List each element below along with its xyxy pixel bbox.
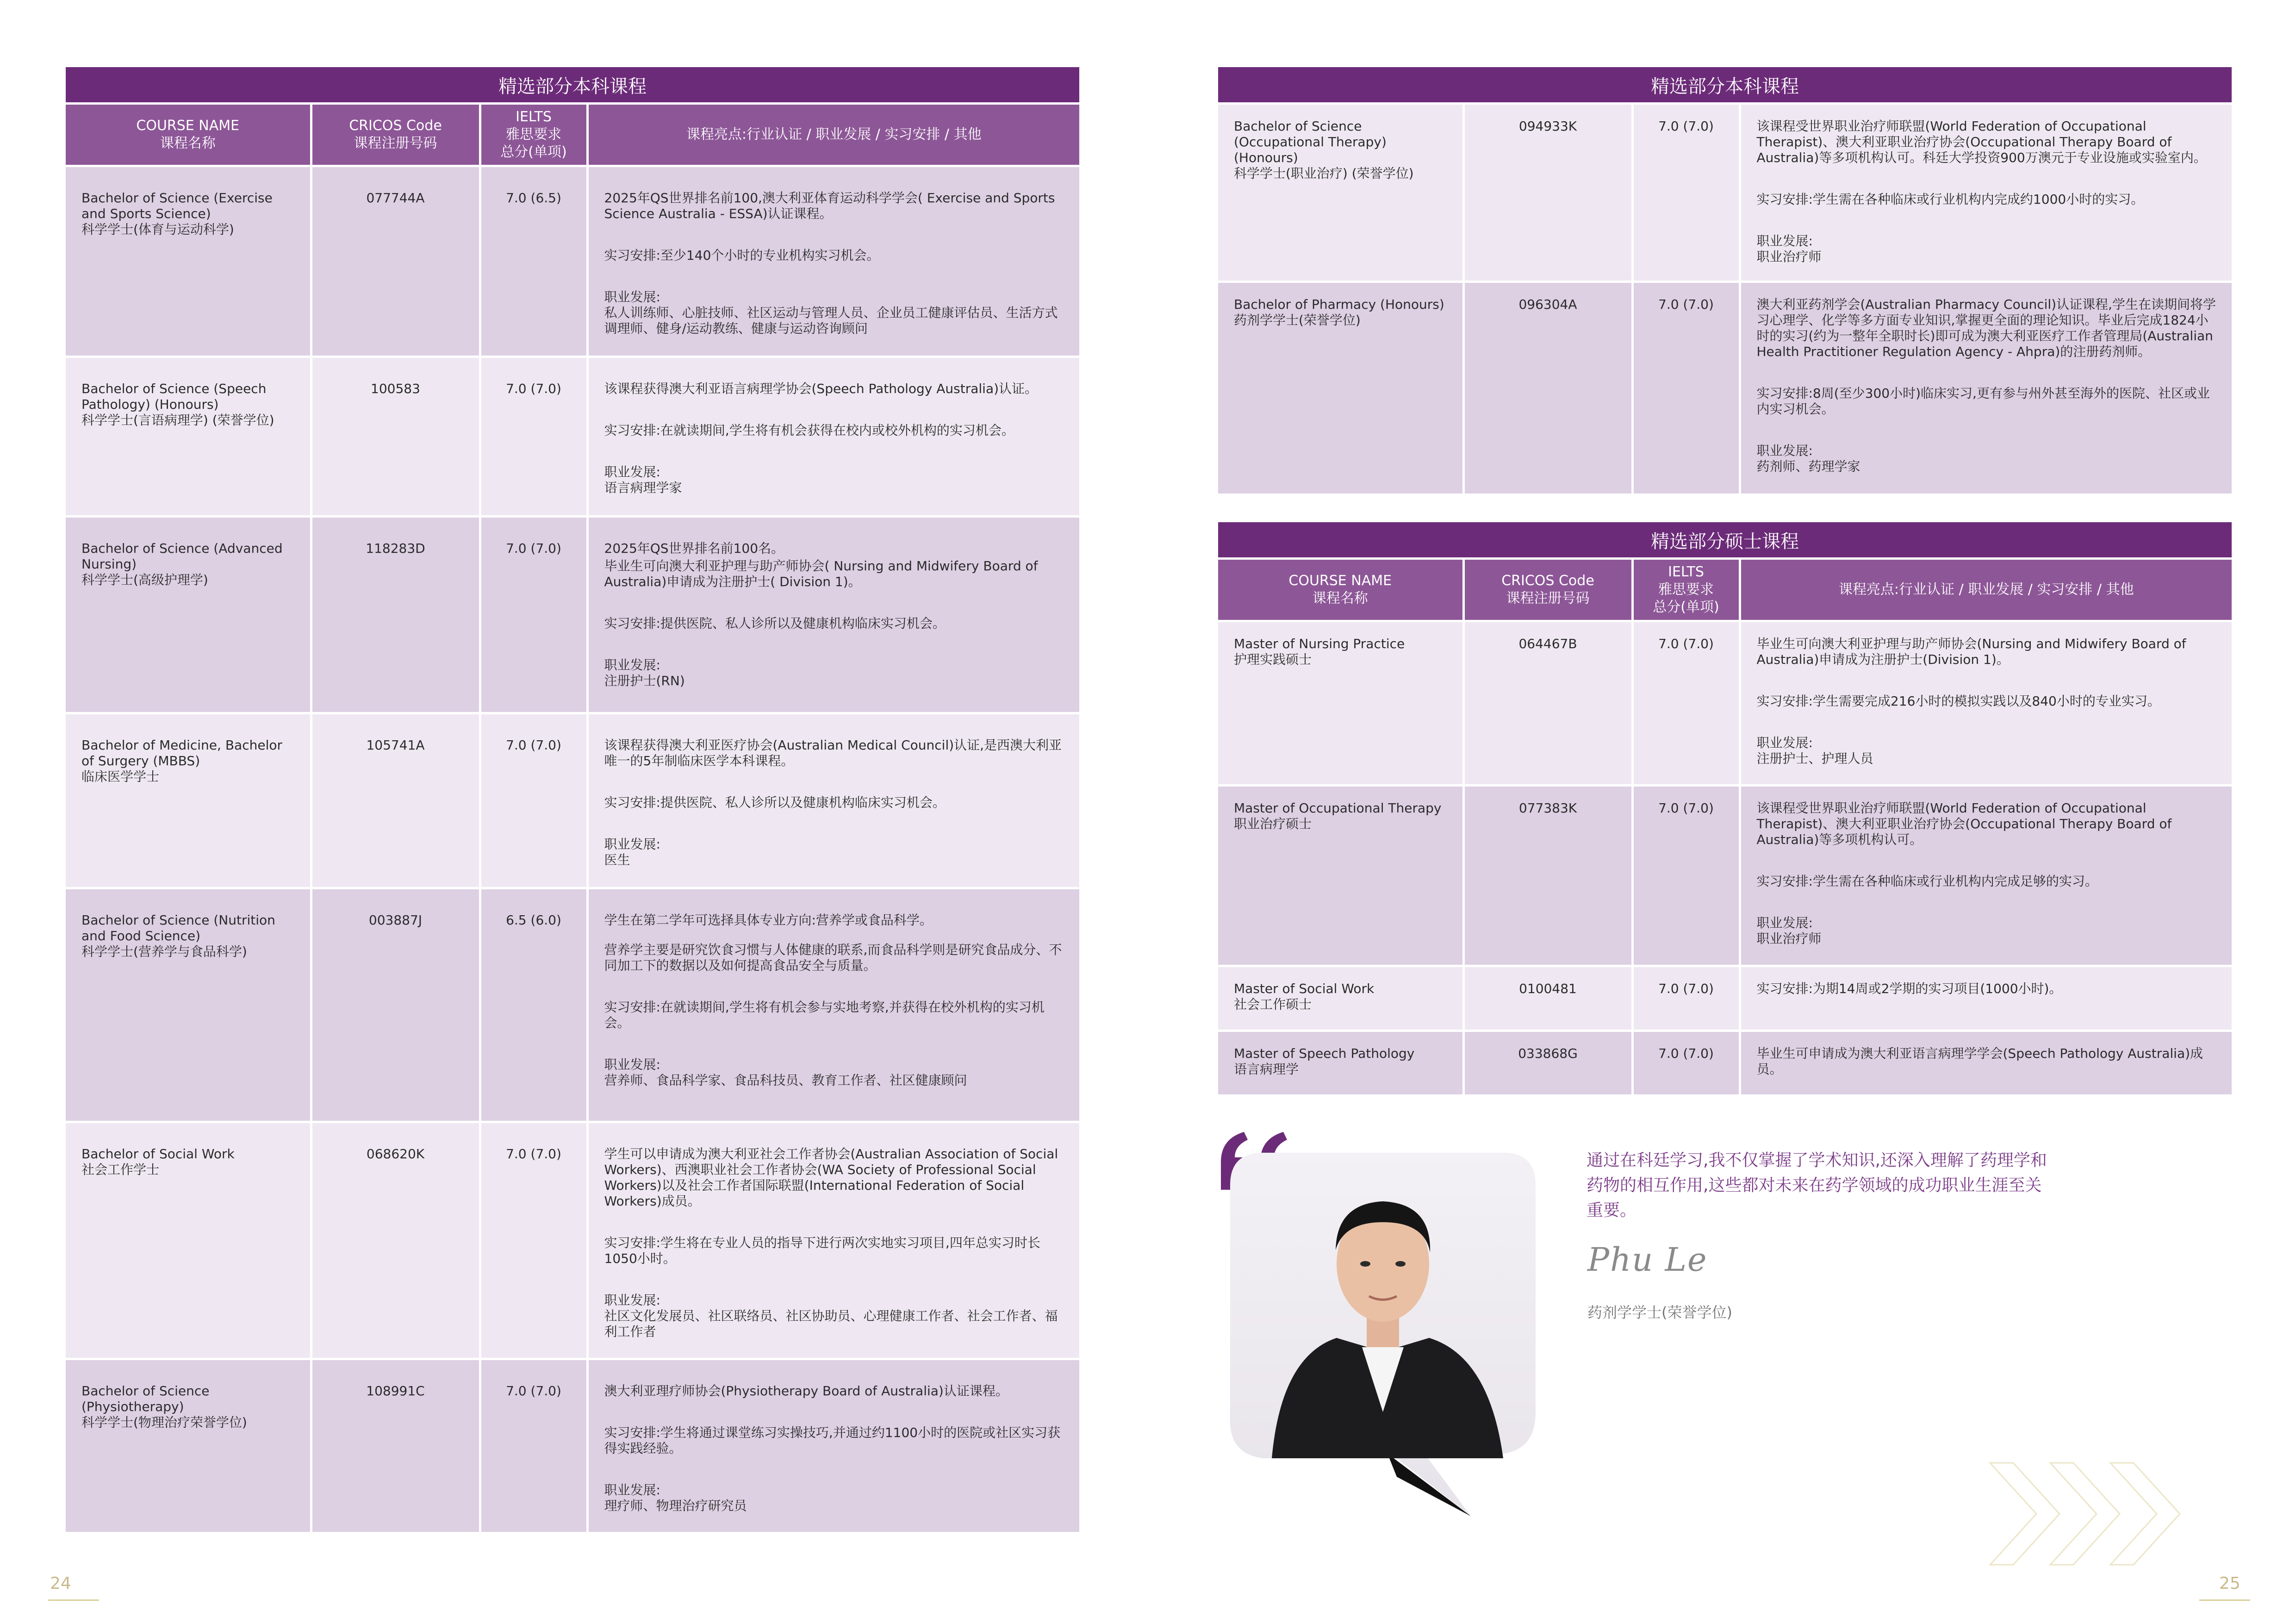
course-name-en: Bachelor of Science (Exercise and Sports Science) <box>81 190 273 221</box>
page-number-left: 24 <box>50 1574 71 1593</box>
course-name-cn: 临床医学学士 <box>81 769 160 784</box>
chevron-decoration-icon <box>1985 1458 2198 1571</box>
career-label: 职业发展: <box>604 289 660 305</box>
internship-text: 实习安排:提供医院、私人诊所以及健康机构临床实习机会。 <box>604 795 946 810</box>
undergrad-courses-table-left <box>66 67 1079 1534</box>
table-row <box>1218 104 2232 282</box>
ielts-score: 7.0 (7.0) <box>1632 282 1740 495</box>
highlight-text: 该课程获得澳大利亚语言病理学协会(Speech Pathology Australia)认证。 <box>604 381 1038 396</box>
course-name-en: Master of Social Work <box>1234 981 1375 996</box>
course-name-cn: 科学学士(物理治疗荣誉学位) <box>81 1415 247 1430</box>
career-text: 医生 <box>604 852 630 868</box>
internship-text: 实习安排:在就读期间,学生将有机会参与实地考察,并获得在校外机构的实习机会。 <box>604 999 1045 1031</box>
career-text: 注册护士(RN) <box>604 673 685 688</box>
cricos-code: 077744A <box>311 166 480 357</box>
career-text: 职业治疗师 <box>1756 931 1822 946</box>
table-row <box>1218 786 2232 966</box>
highlight-text: 毕业生可向澳大利亚护理与助产师协会(Nursing and Midwifery Board of Australia)申请成为注册护士(Division 1)。 <box>1756 636 2186 667</box>
course-name-cn: 药剂学学士(荣誉学位) <box>1234 312 1361 328</box>
internship-text: 实习安排:至少140个小时的专业机构实习机会。 <box>604 248 880 263</box>
course-name-en: Bachelor of Science (Occupational Therapy) (Honours) <box>1234 119 1387 165</box>
testimonial-quote: 通过在科廷学习,我不仅掌握了学术知识,还深入理解了药理学和药物的相互作用,这些都对未来在药学领域的成功职业生涯至关重要。 <box>1587 1151 2047 1220</box>
cricos-code: 033868G <box>1463 1031 1632 1096</box>
cricos-code: 096304A <box>1463 282 1632 495</box>
ielts-score: 7.0 (6.5) <box>480 166 587 357</box>
ielts-score: 7.0 (7.0) <box>1632 786 1740 966</box>
course-name-cn: 职业治疗硕士 <box>1234 816 1312 831</box>
course-name-cn: 科学学士(高级护理学) <box>81 572 208 587</box>
table-row <box>66 1122 1079 1359</box>
ielts-score: 7.0 (7.0) <box>480 517 587 713</box>
course-name-en: Bachelor of Social Work <box>81 1146 235 1162</box>
highlight-text: 2025年QS世界排名前100名。 <box>604 541 784 556</box>
highlight-text-2: 营养学主要是研究饮食习惯与人体健康的联系,而食品科学则是研究食品成分、不同加工下的数据以及如何提高食品安全与质量。 <box>604 942 1062 973</box>
career-text: 语言病理学家 <box>604 480 682 495</box>
internship-text: 实习安排:学生需要完成216小时的模拟实践以及840小时的专业实习。 <box>1756 693 2160 709</box>
ielts-score: 7.0 (7.0) <box>480 713 587 888</box>
cricos-code: 077383K <box>1463 786 1632 966</box>
student-photo <box>1230 1153 1536 1525</box>
header-ielts: IELTS 雅思要求 总分(单项) <box>1632 559 1740 621</box>
course-name-cn: 科学学士(体育与运动科学) <box>81 222 234 237</box>
career-label: 职业发展: <box>604 1482 660 1498</box>
header-course-name: COURSE NAME 课程名称 <box>66 104 311 166</box>
course-name-cn: 语言病理学 <box>1234 1062 1299 1077</box>
course-name-en: Bachelor of Science (Physiotherapy) <box>81 1383 210 1414</box>
cricos-code: 118283D <box>311 517 480 713</box>
ielts-score: 7.0 (7.0) <box>1632 1031 1740 1096</box>
ielts-score: 6.5 (6.0) <box>480 888 587 1122</box>
highlight-text-2: 毕业生可向澳大利亚护理与助产师协会( Nursing and Midwifery Board of Australia)申请成为注册护士( Division 1)。 <box>604 558 1038 589</box>
highlight-text: 毕业生可申请成为澳大利亚语言病理学学会(Speech Pathology Australia)成员。 <box>1756 1046 2203 1077</box>
internship-text: 实习安排:学生需在各种临床或行业机构内完成约1000小时的实习。 <box>1756 192 2144 207</box>
course-name-cn: 社会工作学士 <box>81 1162 160 1177</box>
career-text: 理疗师、物理治疗研究员 <box>604 1498 747 1513</box>
header-cricos: CRICOS Code 课程注册号码 <box>311 104 480 166</box>
career-label: 职业发展: <box>604 657 660 673</box>
highlight-text: 该课程受世界职业治疗师联盟(World Federation of Occupational Therapist)、澳大利亚职业治疗协会(Occupational Therapy Board of Australia)等多项机构认可。 <box>1756 800 2172 847</box>
ielts-score: 7.0 (7.0) <box>1632 966 1740 1031</box>
internship-text: 实习安排:学生将在专业人员的指导下进行两次实地实习项目,四年总实习时长1050小时。 <box>604 1235 1040 1266</box>
table-row <box>1218 621 2232 786</box>
signature: Phu Le <box>1587 1241 1708 1279</box>
cricos-code: 0100481 <box>1463 966 1632 1031</box>
course-name-cn: 科学学士(营养学与食品科学) <box>81 944 247 959</box>
header-ielts: IELTS 雅思要求 总分(单项) <box>480 104 587 166</box>
highlight-text: 学生在第二学年可选择具体专业方向:营养学或食品科学。 <box>604 912 933 928</box>
internship-text: 实习安排:在就读期间,学生将有机会获得在校内或校外机构的实习机会。 <box>604 423 1014 438</box>
table-caption: 精选部分本科课程 <box>66 67 1079 104</box>
internship-text: 实习安排:为期14周或2学期的实习项目(1000小时)。 <box>1756 981 2062 996</box>
course-name-cn: 社会工作硕士 <box>1234 997 1312 1012</box>
highlight-text: 该课程获得澳大利亚医疗协会(Australian Medical Council)认证,是西澳大利亚唯一的5年制临床医学本科课程。 <box>604 737 1062 768</box>
table-row <box>66 517 1079 713</box>
cricos-code: 094933K <box>1463 104 1632 282</box>
course-name-cn: 护理实践硕士 <box>1234 652 1312 667</box>
career-text: 营养师、食品科学家、食品科技员、教育工作者、社区健康顾问 <box>604 1073 967 1088</box>
header-cricos: CRICOS Code 课程注册号码 <box>1463 559 1632 621</box>
undergrad-courses-table-right <box>1218 67 2232 496</box>
page-rule-right <box>2199 1599 2250 1601</box>
highlight-text: 该课程受世界职业治疗师联盟(World Federation of Occupational Therapist)、澳大利亚职业治疗协会(Occupational Therapy Board of Australia)等多项机构认可。科廷大学投资900万澳元于专业设施或实验室内。 <box>1756 119 2207 165</box>
internship-text: 实习安排:提供医院、私人诊所以及健康机构临床实习机会。 <box>604 616 946 631</box>
cricos-code: 105741A <box>311 713 480 888</box>
highlight-text: 2025年QS世界排名前100,澳大利亚体育运动科学学会( Exercise and Sports Science Australia - ESSA)认证课程。 <box>604 190 1055 221</box>
career-label: 职业发展: <box>1756 443 1813 458</box>
testimonial-role: 药剂学学士(荣誉学位) <box>1587 1304 1732 1321</box>
course-name-cn: 科学学士(职业治疗) (荣誉学位) <box>1234 166 1414 181</box>
career-label: 职业发展: <box>604 464 660 480</box>
career-label: 职业发展: <box>604 1057 660 1072</box>
postgrad-courses-table <box>1218 522 2232 1097</box>
table-caption: 精选部分本科课程 <box>1218 67 2232 104</box>
table-row <box>1218 1031 2232 1096</box>
table-row <box>1218 966 2232 1031</box>
course-name-cn: 科学学士(言语病理学) (荣誉学位) <box>81 412 274 428</box>
cricos-code: 068620K <box>311 1122 480 1359</box>
internship-text: 实习安排:8周(至少300小时)临床实习,更有参与州外甚至海外的医院、社区或业内实习机会。 <box>1756 386 2210 417</box>
page-rule-left <box>48 1599 99 1601</box>
page-number-right: 25 <box>2219 1574 2240 1593</box>
ielts-score: 7.0 (7.0) <box>480 1122 587 1359</box>
internship-text: 实习安排:学生需在各种临床或行业机构内完成足够的实习。 <box>1756 874 2098 889</box>
course-name-en: Bachelor of Science (Advanced Nursing) <box>81 541 283 572</box>
course-name-en: Bachelor of Science (Nutrition and Food Science) <box>81 912 275 943</box>
course-name-en: Master of Nursing Practice <box>1234 636 1405 651</box>
career-text: 药剂师、药理学家 <box>1756 459 1860 474</box>
header-course-name: COURSE NAME 课程名称 <box>1218 559 1463 621</box>
table-caption: 精选部分硕士课程 <box>1218 522 2232 559</box>
header-highlights: 课程亮点:行业认证 / 职业发展 / 实习安排 / 其他 <box>587 104 1079 166</box>
course-name-en: Master of Occupational Therapy <box>1234 800 1442 816</box>
career-label: 职业发展: <box>1756 233 1813 249</box>
table-row <box>66 1359 1079 1533</box>
header-highlights: 课程亮点:行业认证 / 职业发展 / 实习安排 / 其他 <box>1740 559 2232 621</box>
course-name-en: Bachelor of Pharmacy (Honours) <box>1234 297 1444 312</box>
ielts-score: 7.0 (7.0) <box>480 1359 587 1533</box>
cricos-code: 108991C <box>311 1359 480 1533</box>
course-name-en: Master of Speech Pathology <box>1234 1046 1415 1061</box>
cricos-code: 100583 <box>311 357 480 517</box>
career-text: 职业治疗师 <box>1756 249 1822 264</box>
career-label: 职业发展: <box>604 1293 660 1308</box>
career-text: 注册护士、护理人员 <box>1756 751 1873 766</box>
internship-text: 实习安排:学生将通过课堂练习实操技巧,并通过约1100小时的医院或社区实习获得实践经验。 <box>604 1425 1061 1456</box>
table-row <box>66 713 1079 888</box>
ielts-score: 7.0 (7.0) <box>1632 104 1740 282</box>
highlight-text: 澳大利亚理疗师协会(Physiotherapy Board of Australia)认证课程。 <box>604 1383 1008 1399</box>
career-text: 社区文化发展员、社区联络员、社区协助员、心理健康工作者、社会工作者、福利工作者 <box>604 1308 1058 1339</box>
highlight-text: 学生可以申请成为澳大利亚社会工作者协会(Australian Association of Social Workers)、西澳职业社会工作者协会(WA Society of Professional Social Workers)以及社会工作者国际联盟(International Federation of Social Workers)成员。 <box>604 1146 1058 1209</box>
table-row <box>66 166 1079 357</box>
table-row <box>66 357 1079 517</box>
course-name-en: Bachelor of Medicine, Bachelor of Surgery (MBBS) <box>81 737 282 768</box>
highlight-text: 澳大利亚药剂学会(Australian Pharmacy Council)认证课程,学生在读期间将学习心理学、化学等多方面专业知识,掌握更全面的理论知识。毕业后完成1824小时的实习(约为一整年全职时长)即可成为澳大利亚医疗工作者管理局(Australian Health Practitioner Regulation Agency - Ahpra)的注册药剂师。 <box>1756 297 2216 359</box>
table-row <box>66 888 1079 1122</box>
ielts-score: 7.0 (7.0) <box>480 357 587 517</box>
ielts-score: 7.0 (7.0) <box>1632 621 1740 786</box>
table-row <box>1218 282 2232 495</box>
career-label: 职业发展: <box>604 837 660 852</box>
cricos-code: 003887J <box>311 888 480 1122</box>
career-text: 私人训练师、心脏技师、社区运动与管理人员、企业员工健康评估员、生活方式调理师、健身/运动教练、健康与运动咨询顾问 <box>604 305 1058 336</box>
career-label: 职业发展: <box>1756 915 1813 931</box>
course-name-en: Bachelor of Science (Speech Pathology) (Honours) <box>81 381 267 412</box>
cricos-code: 064467B <box>1463 621 1632 786</box>
career-label: 职业发展: <box>1756 735 1813 750</box>
